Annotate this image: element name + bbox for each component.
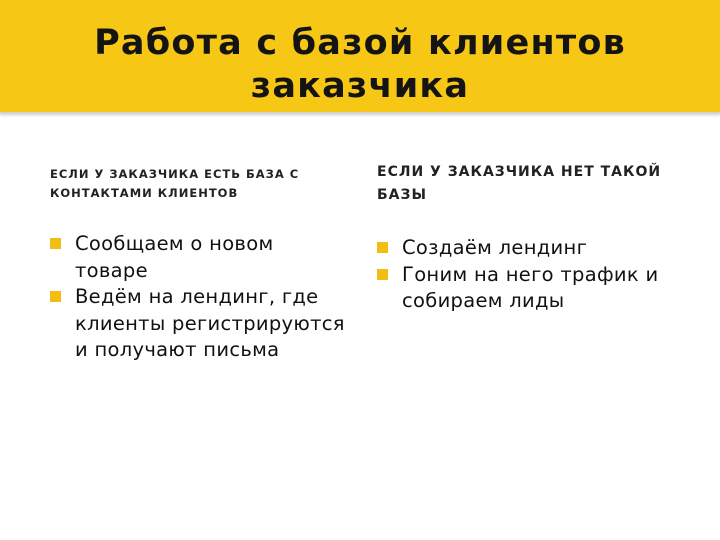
list-item [377, 235, 677, 262]
title-band [0, 0, 720, 114]
slide-title: Работа с базой клиентов заказчика [94, 23, 626, 106]
bullet-text: Сообщаем о новом товаре [75, 232, 274, 282]
bullet-text: Ведём на лендинг, где клиенты регистрируются и получают письма [75, 285, 345, 361]
square-bullet-icon [377, 242, 388, 253]
list-item [50, 284, 350, 364]
list-item [377, 262, 677, 315]
left-column-heading: ЕСЛИ У ЗАКАЗЧИКА ЕСТЬ БАЗА С КОНТАКТАМИ КЛИЕНТОВ [50, 167, 300, 200]
square-bullet-icon [50, 291, 61, 302]
square-bullet-icon [377, 269, 388, 280]
bullet-text: Гоним на него трафик и собираем лиды [402, 262, 659, 312]
square-bullet-icon [50, 238, 61, 249]
left-bullet-list [50, 231, 350, 364]
bullet-text: Создаём лендинг [402, 236, 588, 259]
list-item [50, 231, 350, 284]
right-column-heading: ЕСЛИ У ЗАКАЗЧИКА НЕТ ТАКОЙ БАЗЫ [377, 164, 662, 203]
right-bullet-list [377, 235, 677, 315]
